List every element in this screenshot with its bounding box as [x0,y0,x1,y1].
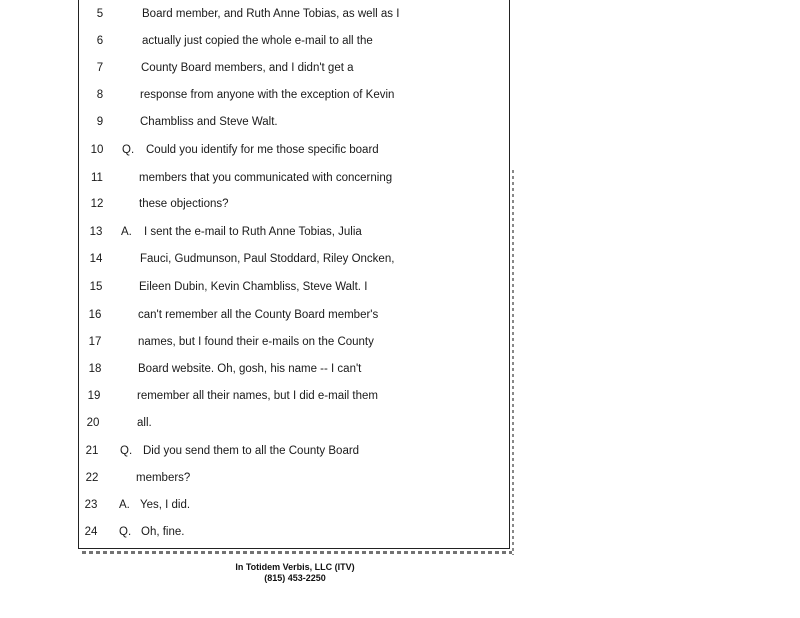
line-text: remember all their names, but I did e-mail them [137,390,378,402]
line-text: these objections? [139,198,229,210]
speaker-label: Q. [120,445,133,457]
transcript-line [0,222,520,242]
transcript-line [0,194,520,214]
line-number: 23 [84,499,98,511]
line-number: 24 [84,526,98,538]
transcript-line [0,386,520,406]
line-text: names, but I found their e-mails on the County [138,336,374,348]
transcript-line [0,495,520,515]
line-number: 7 [96,62,104,74]
line-text: Eileen Dubin, Kevin Chambliss, Steve Walt. I [139,281,368,293]
line-text: actually just copied the whole e-mail to all the [142,35,373,47]
line-number: 22 [85,472,99,484]
line-text: Could you identify for me those specific board [146,144,379,156]
line-number: 20 [86,417,100,429]
line-text: Board member, and Ruth Anne Tobias, as well as I [142,8,400,20]
transcript-line [0,332,520,352]
transcript-line [0,441,520,461]
transcript-line [0,85,520,105]
transcript-line [0,31,520,51]
line-text: Did you send them to all the County Board [143,445,360,457]
transcript-line [0,249,520,269]
line-text: Chambliss and Steve Walt. [140,116,278,128]
line-text: members? [136,472,191,484]
court-reporter-footer [220,562,370,584]
line-number: 9 [96,116,104,128]
transcript-line [0,140,520,160]
reporting-company-name: In Totidem Verbis, LLC (ITV) [235,562,355,572]
line-number: 17 [88,336,102,348]
line-number: 8 [96,89,104,101]
transcript-line [0,305,520,325]
line-number: 16 [88,309,102,321]
line-number: 10 [90,144,104,156]
line-text: can't remember all the County Board member's [138,309,379,321]
transcript-line [0,168,520,188]
line-text: County Board members, and I didn't get a [141,62,354,74]
line-text: Yes, I did. [140,499,191,511]
line-text: I sent the e-mail to Ruth Anne Tobias, Julia [144,226,362,238]
line-number: 18 [88,363,102,375]
line-number: 15 [89,281,103,293]
transcript-line [0,359,520,379]
line-number: 6 [96,35,104,47]
line-text: Oh, fine. [141,526,185,538]
line-text: response from anyone with the exception of Kevin [140,89,395,101]
transcript-line [0,277,520,297]
transcript-line [0,4,520,24]
speaker-label: A. [121,226,132,238]
line-number: 11 [91,172,103,184]
speaker-label: Q. [119,526,132,538]
line-number: 13 [89,226,103,238]
reporting-company-phone: (815) 453-2250 [264,573,326,583]
speaker-label: A. [119,499,130,511]
speaker-label: Q. [122,144,135,156]
line-number: 21 [85,445,99,457]
transcript-line [0,58,520,78]
transcript-line [0,112,520,132]
line-number: 12 [90,198,104,210]
line-number: 5 [96,8,104,20]
transcript-line [0,522,520,542]
line-text: Fauci, Gudmunson, Paul Stoddard, Riley Oncken, [140,253,395,265]
transcript-line [0,468,520,488]
line-number: 19 [87,390,101,402]
line-text: all. [137,417,152,429]
line-text: Board website. Oh, gosh, his name -- I can't [138,363,362,375]
page-edge-shadow-bottom [82,551,512,554]
line-number: 14 [89,253,103,265]
line-text: members that you communicated with concerning [139,172,393,184]
transcript-line [0,413,520,433]
